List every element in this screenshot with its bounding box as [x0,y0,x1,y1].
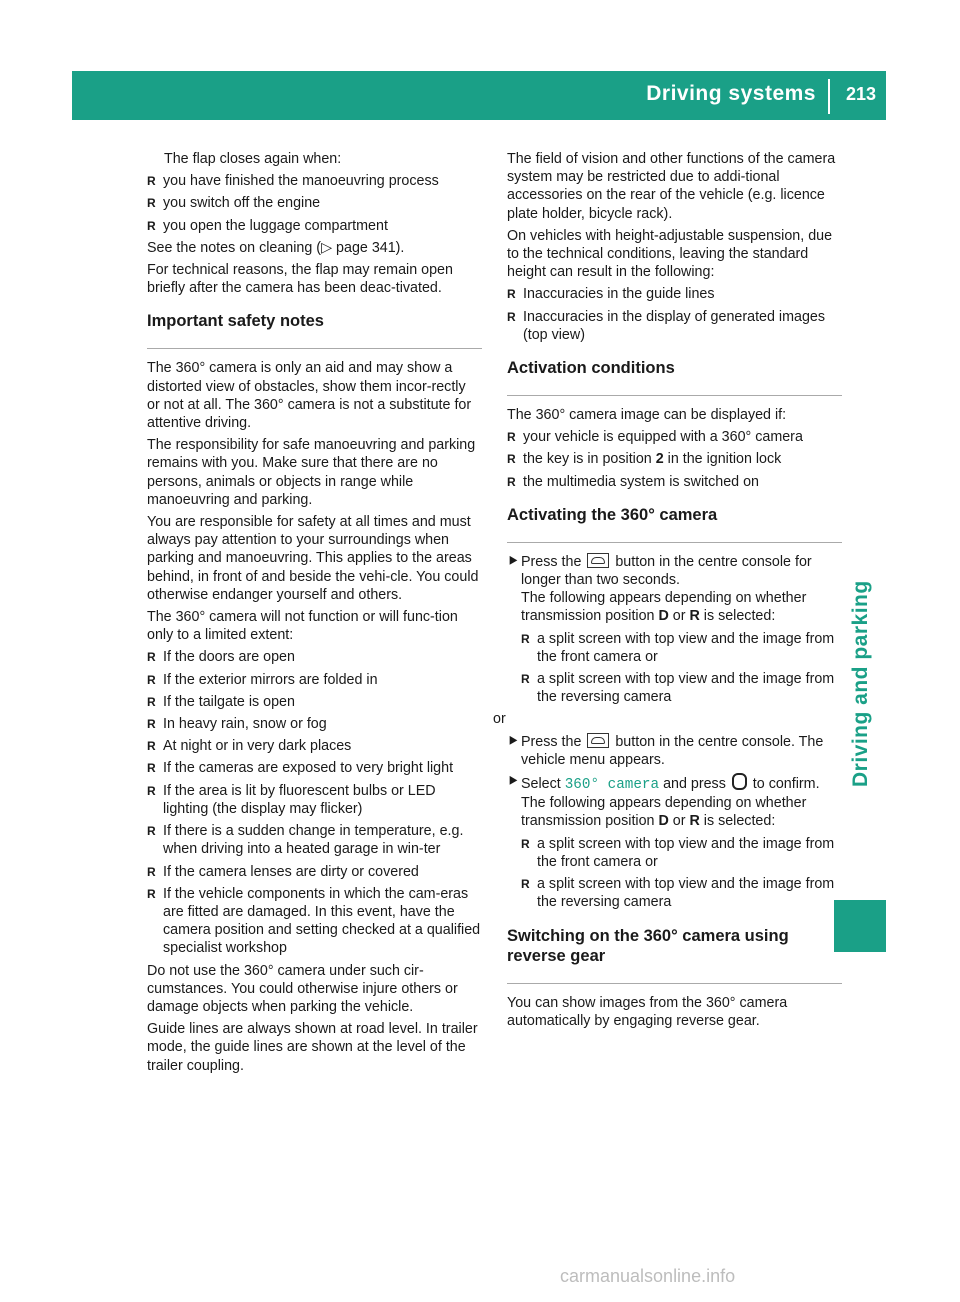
gear-r: R [689,608,700,625]
paragraph: You can show images from the 360° camera automatically by engaging reverse gear. [507,994,788,1029]
paragraph: Guide lines are always shown at road level. In trailer mode, the guide lines are shown at the level of the trailer coupling. [147,1021,478,1074]
right-column [493,150,842,1034]
instruction-step [507,733,842,769]
heading-reverse-gear: Switching on the 360° camera using reverse gear [507,926,842,972]
paragraph: On vehicles with height-adjustable suspension, due to the technical conditions, leaving the standard height can result in the following: [507,227,833,281]
list-item: R your vehicle is equipped with a 360° camera [507,428,842,446]
header-bar [72,71,886,120]
paragraph: The 360° camera image can be displayed if: [507,407,787,424]
text: is selected: [699,813,776,830]
text: The following appears depending on whether transmission position [521,795,807,830]
heading-activation-conditions: Activation conditions [507,358,842,384]
list-item: R If the camera lenses are dirty or covered [147,863,482,881]
step-arrow-icon: ⯈ [507,774,519,791]
text: The following appears depending on whether transmission position [521,590,807,625]
step-arrow-icon: ⯈ [507,733,519,750]
text: in the ignition lock [663,451,782,468]
gear-d: D [658,608,669,625]
text: is selected: [699,608,776,625]
instruction-step [507,773,842,911]
limitation-list [147,648,482,957]
list-item: R If the tailgate is open [147,693,482,711]
list-item: R a split screen with top view and the image from the reversing camera [521,875,842,911]
text: or [668,608,690,625]
list-item: R Inaccuracies in the display of generated images (top view) [507,308,842,344]
list-item: R you switch off the engine [147,194,482,212]
result-list [521,835,842,912]
chapter-tab-label: Driving and parking [849,580,872,787]
suspension-list [507,285,842,344]
camera-car-icon [587,733,609,748]
paragraph: The flap closes again when: [164,151,342,167]
list-item: R If the exterior mirrors are folded in [147,671,482,689]
step-arrow-icon: ⯈ [507,553,519,570]
watermark: carmanualsonline.info [560,1266,736,1286]
text: and press [659,776,730,793]
text: button in the centre console for longer than two seconds. [521,553,812,589]
heading-safety-notes: Important safety notes [147,311,482,337]
list-item: R a split screen with top view and the image from the front camera or [521,630,842,666]
list-item: R At night or in very dark places [147,737,482,755]
paragraph: For technical reasons, the flap may remain open briefly after the camera has been deac-tivated. [147,262,453,297]
ignition-position: 2 [655,451,664,468]
list-item: R a split screen with top view and the image from the front camera or [521,835,842,871]
list-item: R In heavy rain, snow or fog [147,715,482,733]
result-list [521,630,842,707]
flap-close-list [147,172,482,235]
paragraph: The field of vision and other functions of the camera system may be restricted due to addi-tional accessories on the rear of the vehicle (e.g. licence plate holder, bicycle rack). [507,151,836,222]
instruction-step [507,553,842,707]
text: Press the [521,733,586,750]
list-item: R Inaccuracies in the guide lines [507,285,842,303]
section-title: Driving systems [646,82,816,105]
text: to confirm. [748,776,820,793]
text: button in the centre console. The vehicle menu appears. [521,733,824,768]
list-item: R If the cameras are exposed to very bright light [147,759,482,777]
list-item: R you have finished the manoeuvring process [147,172,482,190]
menu-item-360-camera: 360° camera [564,777,660,794]
text: or [668,813,690,830]
paragraph: The 360° camera will not function or will func-tion only to a limited extent: [147,609,458,644]
list-item: R If the vehicle components in which the cam-eras are fitted are damaged. In this event, have the camera position and setting checked at a qualified specialist workshop [147,885,482,958]
text: the key is in position [523,451,656,468]
list-item [507,450,842,468]
list-item: R a split screen with top view and the image from the reversing camera [521,670,842,706]
cleaning-reference: See the notes on cleaning (▷ page 341). [147,239,405,256]
controller-knob-icon [732,773,747,790]
list-item: R If the area is lit by fluorescent bulbs or LED lighting (the display may flicker) [147,782,482,818]
text: Press the [521,553,586,570]
paragraph: The responsibility for safe manoeuvring and parking remains with you. Make sure that there are no persons, animals or objects in range while manoeuvring and parking. [147,437,476,508]
paragraph: The 360° camera is only an aid and may show a distorted view of obstacles, show them incor-rectly or not at all. The 360° camera is not a substitute for attentive driving. [147,360,472,432]
heading-activating-camera: Activating the 360° camera [507,505,842,531]
list-item: R If there is a sudden change in temperature, e.g. when driving into a heated garage in win-ter [147,822,482,858]
page-number: 213 [845,84,876,104]
conditions-list [507,428,842,491]
list-item: R the multimedia system is switched on [507,473,842,491]
or-separator: or [493,711,506,728]
list-item: R you open the luggage compartment [147,217,482,235]
left-column [147,150,482,1079]
camera-car-icon [587,553,609,568]
gear-d: D [658,813,669,830]
gear-r: R [689,813,700,830]
paragraph: You are responsible for safety at all times and must always pay attention to your surroundings when parking and manoeuvring. This applies to the areas behind, in front of and beside the vehi-cle. You could otherwise endanger yourself and others. [147,514,479,603]
list-item: R If the doors are open [147,648,482,666]
text: Select [521,776,565,793]
header-divider [828,79,830,114]
paragraph: Do not use the 360° camera under such cir-cumstances. You could otherwise injure others or damage objects when parking the vehicle. [147,962,458,1015]
